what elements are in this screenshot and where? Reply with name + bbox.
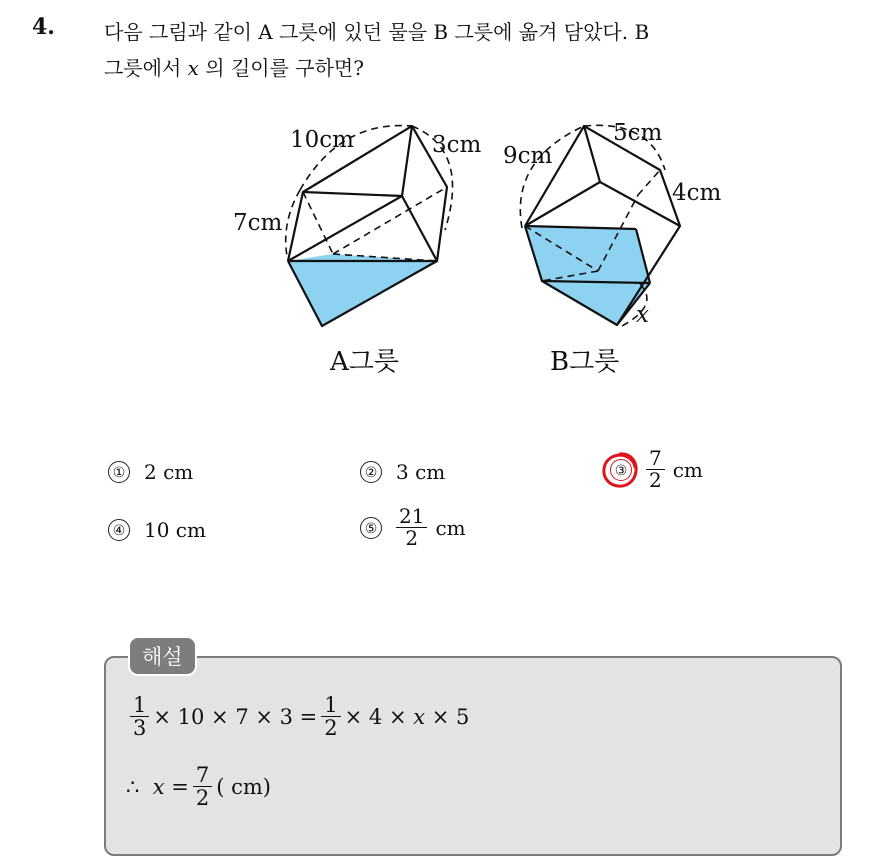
question-variable-x: x: [187, 56, 199, 80]
solution-tag: 해설: [128, 636, 197, 676]
choice-3-number: [610, 459, 632, 481]
solution-line-2-var: x: [152, 774, 165, 799]
choice-1[interactable]: [108, 460, 193, 484]
vessel-b-label-4cm: 4cm: [672, 180, 722, 206]
solution-f2-denominator: 2: [324, 716, 338, 741]
choice-5-denominator: 2: [405, 526, 419, 550]
vessel-b-water: [525, 226, 650, 325]
choice-3-number-text: ③: [614, 462, 628, 479]
choice-3-numerator: 7: [646, 448, 665, 470]
solution-line-1-var: x: [413, 704, 426, 729]
vessel-a-diagram: [233, 126, 482, 377]
solution-line-1-post-var: × 5: [431, 704, 470, 729]
choice-2-number: ②: [360, 461, 382, 483]
choice-4[interactable]: [108, 518, 206, 542]
vessel-b-label-x: x: [636, 302, 649, 328]
question-line-2-prefix: 그릇에서: [104, 56, 182, 80]
choice-5-unit: cm: [435, 515, 466, 540]
vessel-b-label-5cm: 5cm: [613, 120, 663, 146]
vessel-b-diagram: [503, 120, 722, 377]
question-line-1: 다음 그림과 같이 A 그릇에 있던 물을 B 그릇에 옮겨 담았다. B: [104, 20, 650, 44]
solution-line-2: [126, 764, 271, 809]
choice-4-value: 10 cm: [144, 518, 206, 542]
choice-5-numerator: 21: [396, 506, 427, 528]
vessel-a-label-3cm: 3cm: [432, 132, 482, 158]
vessel-b-edge: [600, 182, 680, 226]
vessel-a-caption: A그릇: [330, 347, 400, 377]
vessel-b-edge: [525, 182, 600, 226]
solution-fraction-answer: [193, 764, 212, 809]
solution-f1-numerator: 1: [130, 694, 149, 717]
vessel-a-label-10cm: 10cm: [290, 127, 354, 153]
choice-4-number: ④: [108, 519, 130, 541]
vessel-a-edge: [402, 196, 437, 261]
vessel-a-edge: [303, 192, 402, 196]
choice-2-value: 3 cm: [396, 460, 446, 484]
solution-fraction-one-third: [130, 694, 149, 739]
solution-fraction-one-half: [321, 694, 340, 739]
choice-5-number: ⑤: [360, 517, 382, 539]
vessel-a-edge: [288, 196, 402, 261]
solution-f2-numerator: 1: [321, 694, 340, 717]
choice-5-fraction: [396, 506, 427, 549]
choice-5[interactable]: [360, 506, 466, 549]
answer-choices: [108, 448, 808, 578]
solution-line-1-pre-var: × 4 ×: [344, 704, 407, 729]
choice-3-unit: cm: [672, 457, 703, 482]
therefore-symbol: ∴: [126, 774, 140, 799]
solution-line-1: [126, 694, 469, 739]
question-number: 4.: [32, 14, 55, 40]
vessel-a-hidden-edge: [333, 187, 447, 254]
solution-line-2-eq: =: [171, 774, 189, 799]
choice-1-value: 2 cm: [144, 460, 194, 484]
solution-answer-denominator: 2: [195, 786, 210, 811]
solution-line-1-middle: × 10 × 7 × 3 =: [153, 704, 318, 729]
choice-3-denominator: 2: [649, 468, 662, 492]
solution-f1-denominator: 3: [133, 716, 147, 741]
vessel-a-label-7cm: 7cm: [233, 210, 283, 236]
choice-3-fraction: [646, 448, 665, 491]
question-line-2-suffix: 의 길이를 구하면?: [205, 56, 364, 80]
vessel-a-arc-left: [286, 190, 300, 261]
solution-line-2-unit: ( cm): [216, 774, 271, 799]
vessel-b-hidden-edge: [638, 170, 660, 195]
choice-3[interactable]: [610, 448, 703, 491]
solution-box: [104, 656, 842, 856]
choice-2[interactable]: [360, 460, 445, 484]
vessel-b-label-9cm: 9cm: [503, 143, 553, 169]
vessel-b-caption: B그릇: [550, 347, 620, 377]
vessel-a-water: [288, 254, 437, 326]
choice-1-number: ①: [108, 461, 130, 483]
solution-answer-numerator: 7: [193, 764, 212, 787]
vessel-a-edge: [402, 126, 412, 196]
